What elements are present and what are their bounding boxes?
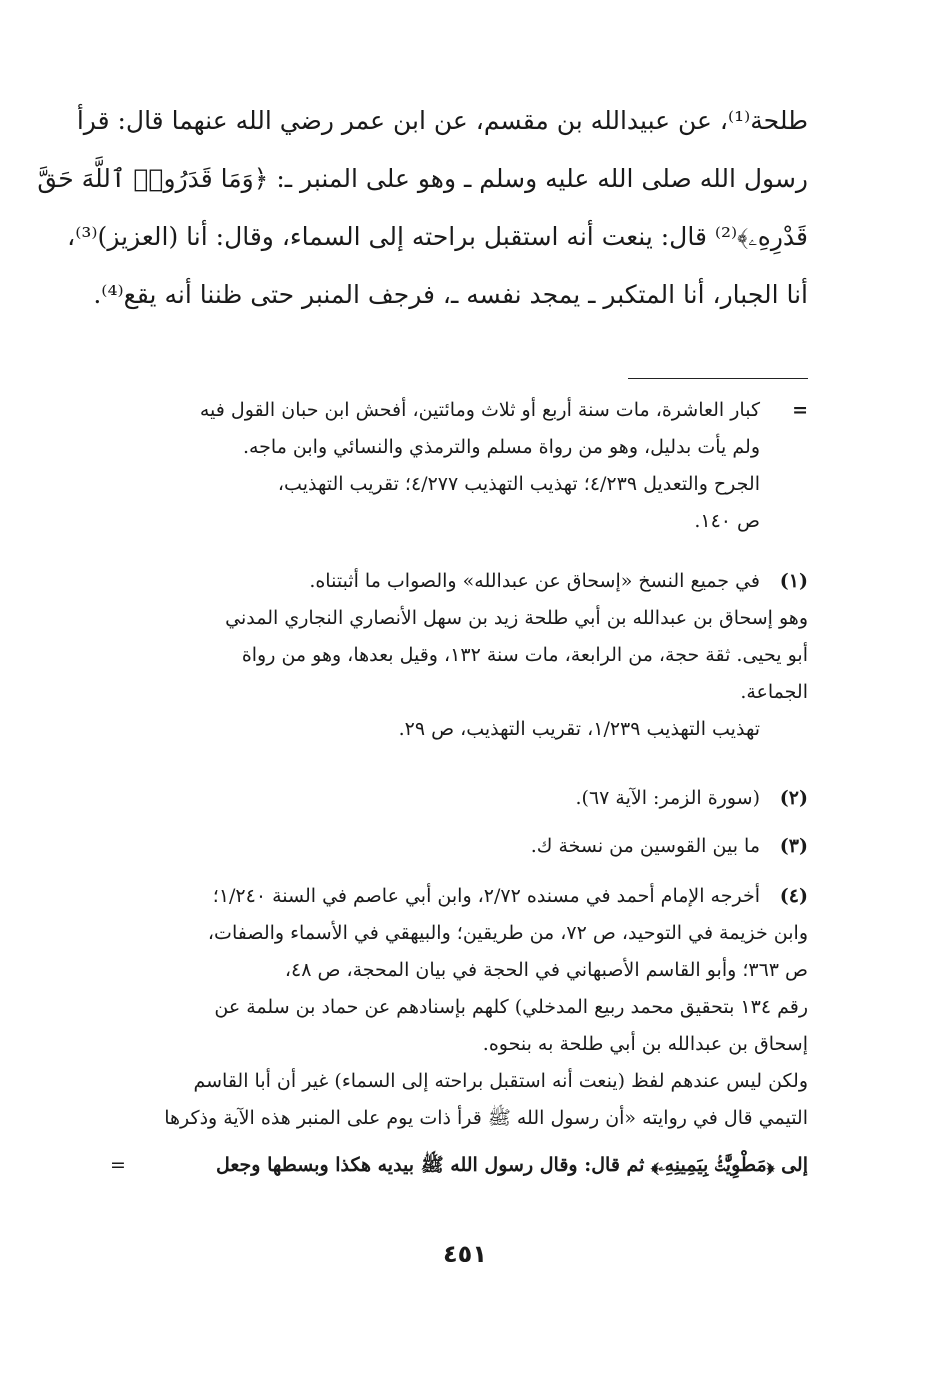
footnote-4 xyxy=(110,878,808,1184)
footnote-line: تهذيب التهذيب ١/٢٣٩، تقريب التهذيب، ص ٢٩. xyxy=(398,718,760,740)
footnote-line: رقم ١٣٤ بتحقيق محمد ربيع المدخلي) كلهم بإسنادهم عن حماد بن سلمة عن xyxy=(214,996,808,1018)
footnote-line: إلى ﴿مَطْوِيَّٰتٌۢ بِيَمِينِهِۦ﴾ ثم قال: وقال رسول الله ﷺ بيديه هكذا وبسطها وجعل xyxy=(215,1154,808,1176)
footnote-2 xyxy=(118,780,808,817)
main-line: رسول الله صلى الله عليه وسلم ـ وهو على المنبر ـ: ﴿وَمَا قَدَرُوا۟ ٱللَّهَ حَقَّ xyxy=(37,164,808,193)
footnote-number: (١) xyxy=(779,570,808,592)
main-text xyxy=(37,92,808,324)
page-number: ٤٥١ xyxy=(443,1240,487,1268)
footnote-3 xyxy=(118,828,808,865)
footnote-continuation xyxy=(118,392,808,540)
footnote-line: أخرجه الإمام أحمد في مسنده ٢/٧٢، وابن أبي عاصم في السنة ١/٢٤٠؛ xyxy=(212,885,760,907)
footnote-line: في جميع النسخ «إسحاق عن عبدالله» والصواب ما أثبتناه. xyxy=(309,570,760,592)
main-line: أنا الجبار، أنا المتكبر ـ يمجد نفسه ـ، فرجف المنبر حتى ظننا أنه يقع⁽⁴⁾. xyxy=(93,280,808,309)
footnote-line: ولم يأت بدليل، وهو من رواة مسلم والترمذي والنسائي وابن ماجه. xyxy=(242,436,760,458)
footnote-line: إسحاق بن عبدالله بن أبي طلحة به بنحوه. xyxy=(482,1033,808,1055)
footnote-line: وهو إسحاق بن عبدالله بن أبي طلحة زيد بن سهل الأنصاري النجاري المدني xyxy=(225,607,808,629)
footnote-divider xyxy=(628,378,808,379)
footnote-number: (٣) xyxy=(779,835,808,857)
footnote-1 xyxy=(118,563,808,748)
footnote-line: ولكن ليس عندهم لفظ (ينعت أنه استقبل براحته إلى السماء) غير أن أبا القاسم xyxy=(193,1070,808,1092)
footnote-line: التيمي قال في روايته «أن رسول الله ﷺ قرأ ذات يوم على المنبر هذه الآية وذكرها xyxy=(164,1107,808,1129)
footnote-line: الجرح والتعديل ٤/٢٣٩؛ تهذيب التهذيب ٤/٢٧٧؛ تقريب التهذيب، xyxy=(277,473,760,495)
continuation-mark: = xyxy=(792,399,808,421)
footnote-line: كبار العاشرة، مات سنة أربع أو ثلاث ومائتين، أفحش ابن حبان القول فيه xyxy=(199,399,760,421)
footnote-line: (سورة الزمر: الآية ٦٧). xyxy=(575,787,760,809)
continuation-mark: = xyxy=(110,1154,126,1176)
footnote-number: (٢) xyxy=(779,787,808,809)
footnote-line: أبو يحيى. ثقة حجة، من الرابعة، مات سنة ١٣٢، وقيل بعدها، وهو من رواة xyxy=(241,644,808,666)
main-line: طلحة⁽¹⁾، عن عبيدالله بن مقسم، عن ابن عمر رضي الله عنهما قال: قرأ xyxy=(76,106,808,135)
main-line: قَدْرِهِۦ﴾⁽²⁾ قال: ينعت أنه استقبل براحته إلى السماء، وقال: أنا (العزيز)⁽³⁾، xyxy=(67,222,808,251)
footnote-line: ص ٣٦٣؛ وأبو القاسم الأصبهاني في الحجة في بيان المحجة، ص ٤٨، xyxy=(284,959,808,981)
footnote-line: ما بين القوسين من نسخة ك. xyxy=(530,835,760,857)
footnote-line: ص ١٤٠. xyxy=(694,510,760,532)
footnote-line: وابن خزيمة في التوحيد، ص ٧٢، من طريقين؛ والبيهقي في الأسماء والصفات، xyxy=(207,922,808,944)
footnote-number: (٤) xyxy=(779,885,808,907)
footnote-line: الجماعة. xyxy=(740,681,808,703)
